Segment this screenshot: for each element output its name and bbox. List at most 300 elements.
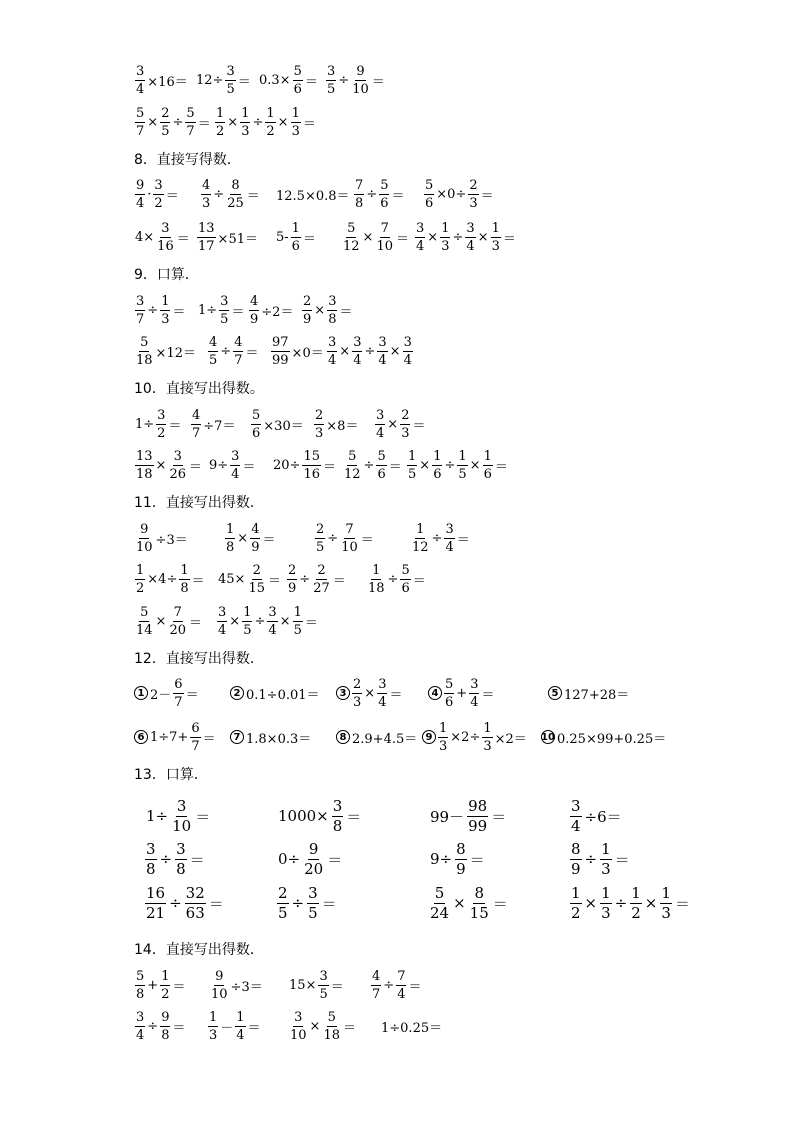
problem-row xyxy=(0,406,794,442)
numerator: 9 xyxy=(308,839,319,858)
fraction xyxy=(322,1011,341,1042)
denominator: 9 xyxy=(250,311,259,327)
fraction xyxy=(197,222,216,253)
problem-number-badge: 6 xyxy=(134,730,148,744)
denominator: 12 xyxy=(412,539,429,555)
numerator: 1 xyxy=(266,105,275,121)
expression-text: ＝ xyxy=(360,532,374,548)
problem xyxy=(569,885,692,921)
problem xyxy=(380,1008,443,1044)
expression-text: ＝ xyxy=(492,894,508,913)
problem-row xyxy=(0,447,794,483)
problem xyxy=(326,333,414,369)
fraction xyxy=(135,1011,145,1042)
denominator: 8 xyxy=(355,195,364,211)
problem xyxy=(207,333,259,369)
expression-text: ＝ xyxy=(408,979,422,995)
fraction xyxy=(351,65,370,96)
fraction xyxy=(432,450,442,481)
expression-text: ＝ xyxy=(208,894,224,913)
problem-number-badge: 2 xyxy=(230,686,244,700)
problem-row xyxy=(0,333,794,369)
expression-text: 2－ xyxy=(150,687,172,703)
fraction xyxy=(135,336,154,367)
problem-row xyxy=(0,561,794,597)
problem-row xyxy=(0,292,794,328)
fraction xyxy=(332,796,344,835)
fraction xyxy=(302,450,321,481)
problem xyxy=(286,561,347,597)
expression-text: ÷ xyxy=(383,977,395,993)
numerator: 1 xyxy=(243,604,252,620)
expression-text: ＝ xyxy=(189,615,203,631)
fraction xyxy=(156,222,175,253)
fraction xyxy=(291,222,301,253)
fraction xyxy=(226,179,245,210)
expression-text: ＝ xyxy=(189,459,203,475)
denominator: 16 xyxy=(303,466,320,482)
problem-row xyxy=(0,885,794,921)
numerator: 3 xyxy=(308,883,318,902)
expression-text: 9÷ xyxy=(430,850,453,868)
expression-text: ÷ xyxy=(252,114,264,130)
problem xyxy=(224,520,276,556)
problem xyxy=(134,520,189,556)
expression-text: ＝ xyxy=(231,304,245,320)
denominator: 4 xyxy=(571,816,581,835)
numerator: 3 xyxy=(146,839,156,858)
denominator: 25 xyxy=(227,195,244,211)
numerator: 4 xyxy=(251,521,260,537)
fraction xyxy=(145,883,166,922)
expression-text: ÷ xyxy=(584,850,598,868)
problem xyxy=(144,798,212,834)
expression-text: 1÷7+ xyxy=(150,729,189,745)
fraction xyxy=(424,179,434,210)
fraction xyxy=(403,336,413,367)
fraction xyxy=(312,564,331,595)
expression-text: ÷ xyxy=(431,530,443,546)
numerator: 3 xyxy=(376,407,385,423)
fraction xyxy=(217,606,227,637)
expression-text: 12÷ xyxy=(196,72,224,88)
fraction xyxy=(327,295,337,326)
denominator: 6 xyxy=(291,238,300,254)
fraction xyxy=(250,523,260,554)
numerator: 4 xyxy=(209,334,218,350)
problem xyxy=(144,885,226,921)
expression-text: ×2÷ xyxy=(450,729,481,745)
problem xyxy=(410,520,471,556)
problem xyxy=(275,176,351,212)
numerator: 3 xyxy=(226,63,235,79)
expression-text: 1÷ xyxy=(146,807,169,825)
expression-text: ÷ xyxy=(147,1018,159,1034)
denominator: 9 xyxy=(456,859,466,878)
fraction xyxy=(482,722,492,753)
numerator: 2 xyxy=(278,883,288,902)
denominator: 18 xyxy=(323,1027,340,1043)
expression-text: × xyxy=(362,229,374,245)
fraction xyxy=(160,970,170,1001)
expression-text: ÷ xyxy=(147,302,159,318)
denominator: 2 xyxy=(157,425,166,441)
expression-text: ÷ xyxy=(172,114,184,130)
denominator: 5 xyxy=(458,466,467,482)
denominator: 5 xyxy=(226,81,235,97)
numerator: 5 xyxy=(348,448,357,464)
fraction xyxy=(570,883,582,922)
problem xyxy=(341,219,410,255)
fraction xyxy=(208,336,218,367)
problem-number-badge: 3 xyxy=(336,686,350,700)
fraction xyxy=(225,523,235,554)
fraction xyxy=(407,450,417,481)
problem xyxy=(428,675,495,711)
denominator: 9 xyxy=(303,311,312,327)
numerator: 3 xyxy=(319,968,328,984)
numerator: 1 xyxy=(458,448,467,464)
problem xyxy=(134,292,186,328)
problem-number-badge: 4 xyxy=(428,686,442,700)
fraction xyxy=(289,1011,308,1042)
expression-text: ＝ xyxy=(172,304,186,320)
expression-text: × xyxy=(237,530,249,546)
denominator: 21 xyxy=(146,903,166,922)
expression-text: × xyxy=(229,613,241,629)
expression-text: ＝ xyxy=(246,188,260,204)
expression-text: ＝ xyxy=(456,532,470,548)
fraction xyxy=(429,883,450,922)
numerator: 1 xyxy=(226,521,235,537)
numerator: 2 xyxy=(288,562,297,578)
expression-text: ＝ xyxy=(391,188,405,204)
expression-text: × xyxy=(309,1018,321,1034)
numerator: 1 xyxy=(216,105,225,121)
denominator: 7 xyxy=(136,123,145,139)
problem-number-badge: 7 xyxy=(230,730,244,744)
denominator: 18 xyxy=(368,580,385,596)
problem xyxy=(144,841,207,877)
denominator: 7 xyxy=(174,694,183,710)
denominator: 26 xyxy=(169,466,186,482)
denominator: 6 xyxy=(401,580,410,596)
denominator: 2 xyxy=(631,903,641,922)
denominator: 8 xyxy=(180,580,189,596)
expression-text: ×12＝ xyxy=(155,345,196,361)
numerator: 1 xyxy=(241,105,250,121)
numerator: 1 xyxy=(483,720,492,736)
denominator: 3 xyxy=(661,903,671,922)
denominator: 5 xyxy=(408,466,417,482)
fraction xyxy=(190,722,200,753)
denominator: 99 xyxy=(468,816,488,835)
expression-text: ＝ xyxy=(168,418,182,434)
expression-text: ×0÷ xyxy=(436,186,467,202)
expression-text: · xyxy=(147,186,152,202)
section-heading: 11．直接写出得数． xyxy=(134,495,264,511)
expression-text: 0.1÷0.01＝ xyxy=(246,687,320,703)
numerator: 8 xyxy=(231,177,240,193)
denominator: 15 xyxy=(248,580,265,596)
numerator: 1 xyxy=(433,448,442,464)
numerator: 1 xyxy=(291,105,300,121)
fraction xyxy=(367,564,386,595)
fraction xyxy=(160,107,170,138)
problem-number-badge: 1 xyxy=(134,686,148,700)
problem xyxy=(569,798,624,834)
numerator: 2 xyxy=(161,105,170,121)
numerator: 13 xyxy=(136,448,153,464)
numerator: 5 xyxy=(377,448,386,464)
expression-text: ÷2＝ xyxy=(261,304,294,320)
numerator: 1 xyxy=(136,562,145,578)
expression-text: ＝ xyxy=(346,807,362,826)
denominator: 4 xyxy=(268,622,277,638)
expression-text: ＝ xyxy=(469,850,485,869)
problem-number-badge: 10 xyxy=(541,731,555,743)
numerator: 3 xyxy=(136,293,145,309)
expression-text: 127+28＝ xyxy=(564,687,630,703)
expression-text: 12.5×0.8＝ xyxy=(276,188,350,204)
numerator: 4 xyxy=(250,293,259,309)
expression-text: ÷ xyxy=(614,894,628,912)
fraction xyxy=(340,523,359,554)
expression-text: × xyxy=(584,894,598,912)
expression-text: ＝ xyxy=(389,687,403,703)
problem-row xyxy=(0,176,794,212)
expression-text: + xyxy=(456,685,468,701)
denominator: 5 xyxy=(243,622,252,638)
numerator: 3 xyxy=(173,448,182,464)
expression-text: ÷ xyxy=(169,894,182,912)
numerator: 3 xyxy=(176,796,187,815)
fraction xyxy=(135,295,145,326)
expression-text: ×51＝ xyxy=(217,231,258,247)
expression-text: 1÷0.25＝ xyxy=(381,1020,443,1036)
numerator: 1 xyxy=(180,562,189,578)
numerator: 5 xyxy=(136,968,145,984)
expression-text: ÷ xyxy=(220,343,232,359)
numerator: 5 xyxy=(186,105,195,121)
denominator: 8 xyxy=(161,1027,170,1043)
numerator: 3 xyxy=(571,796,581,815)
numerator: 1 xyxy=(209,1009,218,1025)
fraction xyxy=(468,179,478,210)
numerator: 3 xyxy=(378,676,387,692)
numerator: 1 xyxy=(293,604,302,620)
problem xyxy=(217,561,282,597)
denominator: 5 xyxy=(220,311,229,327)
expression-text: ＝ xyxy=(185,687,199,703)
denominator: 7 xyxy=(136,311,145,327)
denominator: 3 xyxy=(401,425,410,441)
numerator: 3 xyxy=(220,293,229,309)
numerator: 6 xyxy=(191,720,200,736)
numerator: 5 xyxy=(252,407,261,423)
denominator: 4 xyxy=(378,694,387,710)
problem xyxy=(248,292,294,328)
fraction xyxy=(208,1011,218,1042)
denominator: 3 xyxy=(601,903,611,922)
numerator: 6 xyxy=(174,676,183,692)
fraction xyxy=(314,409,324,440)
denominator: 20 xyxy=(169,622,186,638)
numerator: 1 xyxy=(483,448,492,464)
fraction xyxy=(249,295,259,326)
numerator: 1 xyxy=(439,720,448,736)
denominator: 2 xyxy=(161,986,170,1002)
denominator: 3 xyxy=(202,195,211,211)
denominator: 2 xyxy=(216,123,225,139)
expression-text: ÷ xyxy=(327,530,339,546)
denominator: 3 xyxy=(469,195,478,211)
fraction xyxy=(225,65,235,96)
problem-row xyxy=(0,675,794,711)
fraction xyxy=(287,564,297,595)
problem xyxy=(336,675,403,711)
problem xyxy=(216,603,319,639)
expression-text: ＝ xyxy=(332,573,346,589)
expression-text: ÷7＝ xyxy=(203,418,236,434)
denominator: 15 xyxy=(469,903,489,922)
numerator: 9 xyxy=(161,1009,170,1025)
denominator: 8 xyxy=(226,539,235,555)
numerator: 3 xyxy=(231,448,240,464)
expression-text: ＝ xyxy=(321,894,337,913)
expression-text: 2.9+4.5＝ xyxy=(352,731,418,747)
section-heading: 13．口算． xyxy=(134,767,208,783)
fraction xyxy=(444,523,454,554)
expression-text: × xyxy=(155,613,167,629)
denominator: 10 xyxy=(172,816,192,835)
expression-text: － xyxy=(220,1020,234,1036)
problem xyxy=(270,333,325,369)
fraction xyxy=(215,107,225,138)
denominator: 10 xyxy=(341,539,358,555)
fraction xyxy=(175,839,187,878)
expression-text: × xyxy=(387,416,399,432)
expression-text: ＝ xyxy=(481,687,495,703)
fraction xyxy=(469,678,479,709)
denominator: 4 xyxy=(403,352,412,368)
problem xyxy=(197,292,245,328)
denominator: 6 xyxy=(425,195,434,211)
expression-text: ＝ xyxy=(330,979,344,995)
numerator: 5 xyxy=(380,177,389,193)
expression-text: ×0＝ xyxy=(291,345,324,361)
expression-text: ＝ xyxy=(494,459,508,475)
expression-text: × xyxy=(419,457,431,473)
fraction xyxy=(455,839,467,878)
denominator: 2 xyxy=(136,580,145,596)
expression-text: ＝ xyxy=(172,979,186,995)
problem-row xyxy=(0,719,794,755)
expression-text: ＝ xyxy=(189,850,205,869)
fraction xyxy=(467,796,488,835)
denominator: 4 xyxy=(353,352,362,368)
fraction xyxy=(160,1011,170,1042)
expression-text: ×30＝ xyxy=(263,418,304,434)
expression-text: ＝ xyxy=(304,74,318,90)
expression-text: × xyxy=(279,613,291,629)
fraction xyxy=(570,796,582,835)
numerator: 1 xyxy=(416,521,425,537)
fraction xyxy=(376,450,386,481)
expression-text: × xyxy=(469,457,481,473)
numerator: 5 xyxy=(140,604,149,620)
expression-text: ＝ xyxy=(176,231,190,247)
expression-text: 20÷ xyxy=(273,457,301,473)
denominator: 4 xyxy=(466,238,475,254)
numerator: 3 xyxy=(445,521,454,537)
fraction xyxy=(201,179,211,210)
problem xyxy=(336,719,418,755)
denominator: 4 xyxy=(328,352,337,368)
problem xyxy=(134,219,191,255)
expression-text: × xyxy=(155,457,167,473)
numerator: 1 xyxy=(161,293,170,309)
problem xyxy=(288,967,345,1003)
denominator: 5 xyxy=(278,903,288,922)
problem xyxy=(406,447,509,483)
expression-text: ＝ xyxy=(267,573,281,589)
denominator: 2 xyxy=(266,123,275,139)
problem xyxy=(209,967,264,1003)
denominator: 2 xyxy=(154,195,163,211)
fraction xyxy=(173,678,183,709)
numerator: 8 xyxy=(474,883,484,902)
denominator: 6 xyxy=(433,466,442,482)
expression-text: ÷ xyxy=(452,229,464,245)
denominator: 9 xyxy=(251,539,260,555)
numerator: 3 xyxy=(154,177,163,193)
numerator: 1 xyxy=(661,883,671,902)
numerator: 3 xyxy=(403,334,412,350)
numerator: 2 xyxy=(469,177,478,193)
expression-text: ×2＝ xyxy=(494,731,527,747)
expression-text: ＝ xyxy=(304,615,318,631)
expression-text: 1.8×0.3＝ xyxy=(246,731,312,747)
numerator: 1 xyxy=(441,220,450,236)
numerator: 3 xyxy=(176,839,186,858)
fraction xyxy=(660,883,672,922)
fraction xyxy=(135,970,145,1001)
problem-number-badge: 9 xyxy=(422,730,436,744)
fraction xyxy=(153,179,163,210)
problem xyxy=(200,176,261,212)
problem xyxy=(569,841,632,877)
denominator: 3 xyxy=(491,238,500,254)
fraction xyxy=(440,222,450,253)
expression-text: ＝ xyxy=(237,74,251,90)
denominator: 4 xyxy=(231,466,240,482)
fraction xyxy=(438,722,448,753)
expression-text: ＝ xyxy=(674,894,690,913)
fraction xyxy=(271,336,290,367)
fraction xyxy=(156,409,166,440)
fraction xyxy=(293,65,303,96)
problem xyxy=(414,219,517,255)
numerator: 97 xyxy=(272,334,289,350)
numerator: 1 xyxy=(491,220,500,236)
fraction xyxy=(303,839,324,878)
expression-text: ×4÷ xyxy=(147,571,178,587)
numerator: 4 xyxy=(372,968,381,984)
expression-text: × xyxy=(277,114,289,130)
fraction xyxy=(415,222,425,253)
problem xyxy=(325,62,386,98)
